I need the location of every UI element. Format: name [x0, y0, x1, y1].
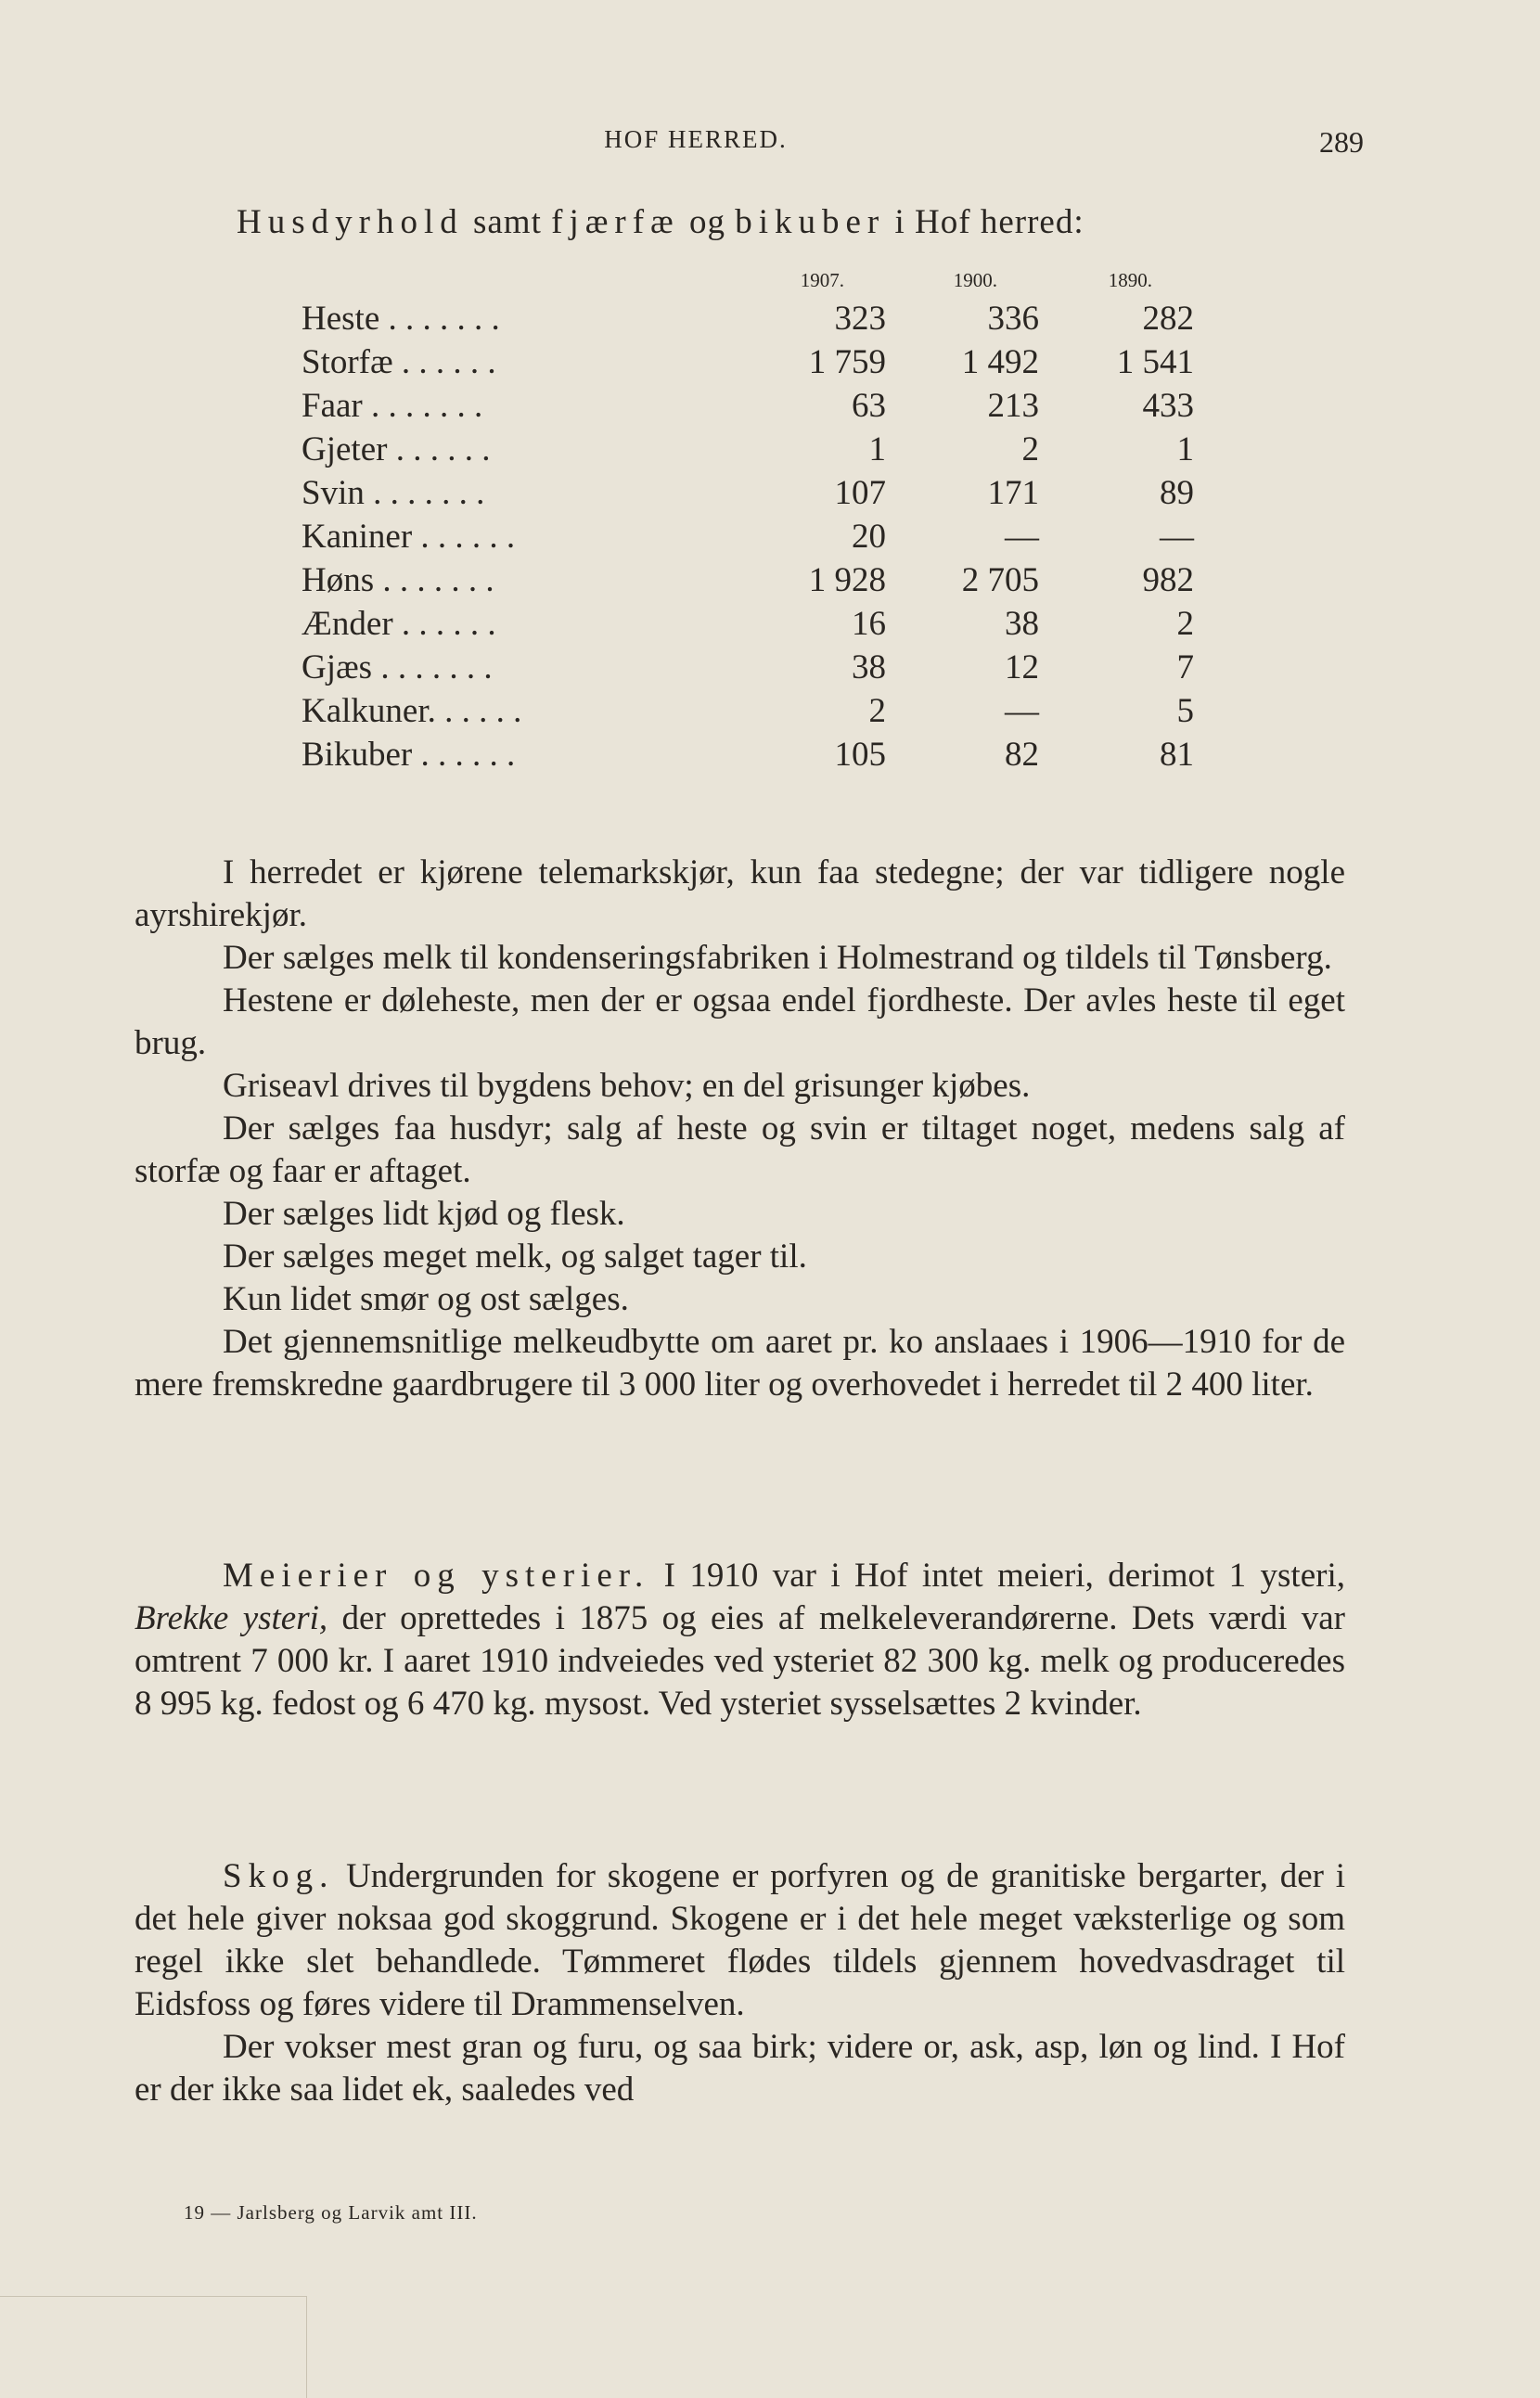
- value-1890: 1: [1176, 430, 1194, 468]
- heading-text-tail: i Hof herred:: [885, 203, 1084, 241]
- heading-word-bikuber: bikuber: [735, 203, 886, 241]
- row-label: Heste . . . . . . .: [302, 300, 500, 338]
- table-row: [0, 648, 1540, 692]
- value-1900: 213: [987, 387, 1039, 425]
- year-header-1907: 1907.: [800, 269, 844, 291]
- value-1890: 1 541: [1116, 343, 1194, 381]
- livestock-text-block: [135, 852, 1345, 1406]
- value-1907: 107: [834, 474, 886, 512]
- value-1900: 336: [987, 300, 1039, 338]
- value-1890: 433: [1142, 387, 1194, 425]
- row-label: Gjæs . . . . . . .: [302, 648, 493, 686]
- row-label: Ænder . . . . . .: [302, 605, 496, 643]
- running-header: HOF HERRED.: [604, 125, 788, 153]
- value-1907: 1: [868, 430, 886, 468]
- paragraph: Kun lidet smør og ost sælges.: [223, 1280, 629, 1318]
- year-header-1900: 1900.: [953, 269, 997, 291]
- value-1907: 1 928: [808, 561, 886, 599]
- row-label: Kaniner . . . . . .: [302, 518, 516, 556]
- value-1900: 38: [1005, 605, 1039, 643]
- value-1890: 5: [1176, 692, 1194, 730]
- row-label: Svin . . . . . . .: [302, 474, 485, 512]
- value-1900: 82: [1005, 736, 1039, 774]
- value-1907: 20: [852, 518, 886, 556]
- value-1900: —: [1005, 518, 1039, 556]
- value-1900: —: [1005, 692, 1039, 730]
- value-1907: 105: [834, 736, 886, 774]
- table-row: [0, 604, 1540, 648]
- row-label: Gjeter . . . . . .: [302, 430, 491, 468]
- table-row: [0, 342, 1540, 387]
- paragraph: [135, 1555, 1345, 1725]
- table-row: [0, 386, 1540, 430]
- italic-name-brekke-ysteri: Brekke ysteri,: [135, 1599, 328, 1637]
- value-1907: 38: [852, 648, 886, 686]
- paragraph: Der sælges lidt kjød og flesk.: [223, 1195, 625, 1233]
- table-heading: [237, 202, 1331, 242]
- page-edge-mark: [0, 2296, 307, 2398]
- value-1890: 2: [1176, 605, 1194, 643]
- value-1890: —: [1160, 518, 1194, 556]
- table-row: [0, 299, 1540, 343]
- paragraph-text: der oprettedes i 1875 og eies af melkeleverandørerne. Dets værdi var omtrent 7 000 kr. I aaret 1910 indveiedes ved ysteriet 82 300 kg. melk og produceredes 8 995 kg. fedost og 6 470 kg. mysost. Ved ysteriet sysselsættes 2 kvinder.: [135, 1599, 1345, 1723]
- value-1890: 282: [1142, 300, 1194, 338]
- paragraph: Det gjennemsnitlige melkeudbytte om aaret pr. ko anslaaes i 1906—1910 for de mere fremskredne gaardbrugere til 3 000 liter og overhovedet i herredet til 2 400 liter.: [135, 1323, 1345, 1404]
- row-label: Storfæ . . . . . .: [302, 343, 496, 381]
- section-heading-meierier: Meierier og ysterier.: [223, 1557, 650, 1595]
- paragraph: Der vokser mest gran og furu, og saa birk; videre or, ask, asp, løn og lind. I Hof er der ikke saa lidet ek, saaledes ved: [135, 2028, 1345, 2109]
- paragraph: I herredet er kjørene telemarkskjør, kun faa stedegne; der var tidligere nogle ayrshirekjør.: [135, 853, 1345, 934]
- value-1907: 16: [852, 605, 886, 643]
- heading-text-og: og: [679, 203, 736, 241]
- page-number: 289: [1319, 125, 1364, 159]
- paragraph: Hestene er døleheste, men der er ogsaa endel fjordheste. Der avles heste til eget brug.: [135, 981, 1345, 1062]
- paragraph-text: Undergrunden for skogene er porfyren og de granitiske bergarter, der i det hele giver noksaa god skoggrund. Skogene er i det hele meget væksterlige og som regel ikke slet behandlede. Tømmeret flødes tildels gjennem hovedvasdraget til Eidsfoss og føres videre til Drammenselven.: [135, 1857, 1345, 2023]
- heading-text-samt: samt: [463, 203, 552, 241]
- row-label: Kalkuner. . . . . .: [302, 692, 522, 730]
- value-1890: 7: [1176, 648, 1194, 686]
- row-label: Høns . . . . . . .: [302, 561, 494, 599]
- table-row: [0, 473, 1540, 518]
- footer-signature: 19 — Jarlsberg og Larvik amt III.: [184, 2201, 478, 2224]
- heading-word-husdyrhold: Husdyrhold: [237, 203, 464, 241]
- table-row: [0, 735, 1540, 779]
- year-header-1890: 1890.: [1108, 269, 1152, 291]
- table-row: [0, 691, 1540, 736]
- value-1890: 89: [1160, 474, 1194, 512]
- value-1907: 2: [868, 692, 886, 730]
- paragraph: Der sælges melk til kondenseringsfabriken i Holmestrand og tildels til Tønsberg.: [223, 939, 1332, 977]
- value-1900: 2 705: [961, 561, 1039, 599]
- value-1890: 982: [1142, 561, 1194, 599]
- meierier-section: [135, 1555, 1345, 1725]
- table-row: [0, 560, 1540, 605]
- table-row: [0, 430, 1540, 474]
- value-1907: 63: [852, 387, 886, 425]
- section-heading-skog: Skog.: [223, 1857, 335, 1895]
- value-1907: 1 759: [808, 343, 886, 381]
- heading-word-fjaerfae: fjærfæ: [551, 203, 680, 241]
- paragraph-text: I 1910 var i Hof intet meieri, derimot 1 ysteri,: [649, 1557, 1345, 1595]
- value-1900: 2: [1021, 430, 1039, 468]
- value-1900: 1 492: [961, 343, 1039, 381]
- paragraph: [135, 1855, 1345, 2026]
- row-label: Bikuber . . . . . .: [302, 736, 516, 774]
- value-1907: 323: [834, 300, 886, 338]
- paragraph: Der sælges meget melk, og salget tager til.: [223, 1237, 807, 1276]
- paragraph: Griseavl drives til bygdens behov; en del grisunger kjøbes.: [223, 1067, 1031, 1105]
- skog-section: [135, 1855, 1345, 2111]
- paragraph: Der sælges faa husdyr; salg af heste og svin er tiltaget noget, medens salg af storfæ og faar er aftaget.: [135, 1109, 1345, 1190]
- row-label: Faar . . . . . . .: [302, 387, 483, 425]
- value-1900: 12: [1005, 648, 1039, 686]
- value-1900: 171: [987, 474, 1039, 512]
- value-1890: 81: [1160, 736, 1194, 774]
- table-row: [0, 517, 1540, 561]
